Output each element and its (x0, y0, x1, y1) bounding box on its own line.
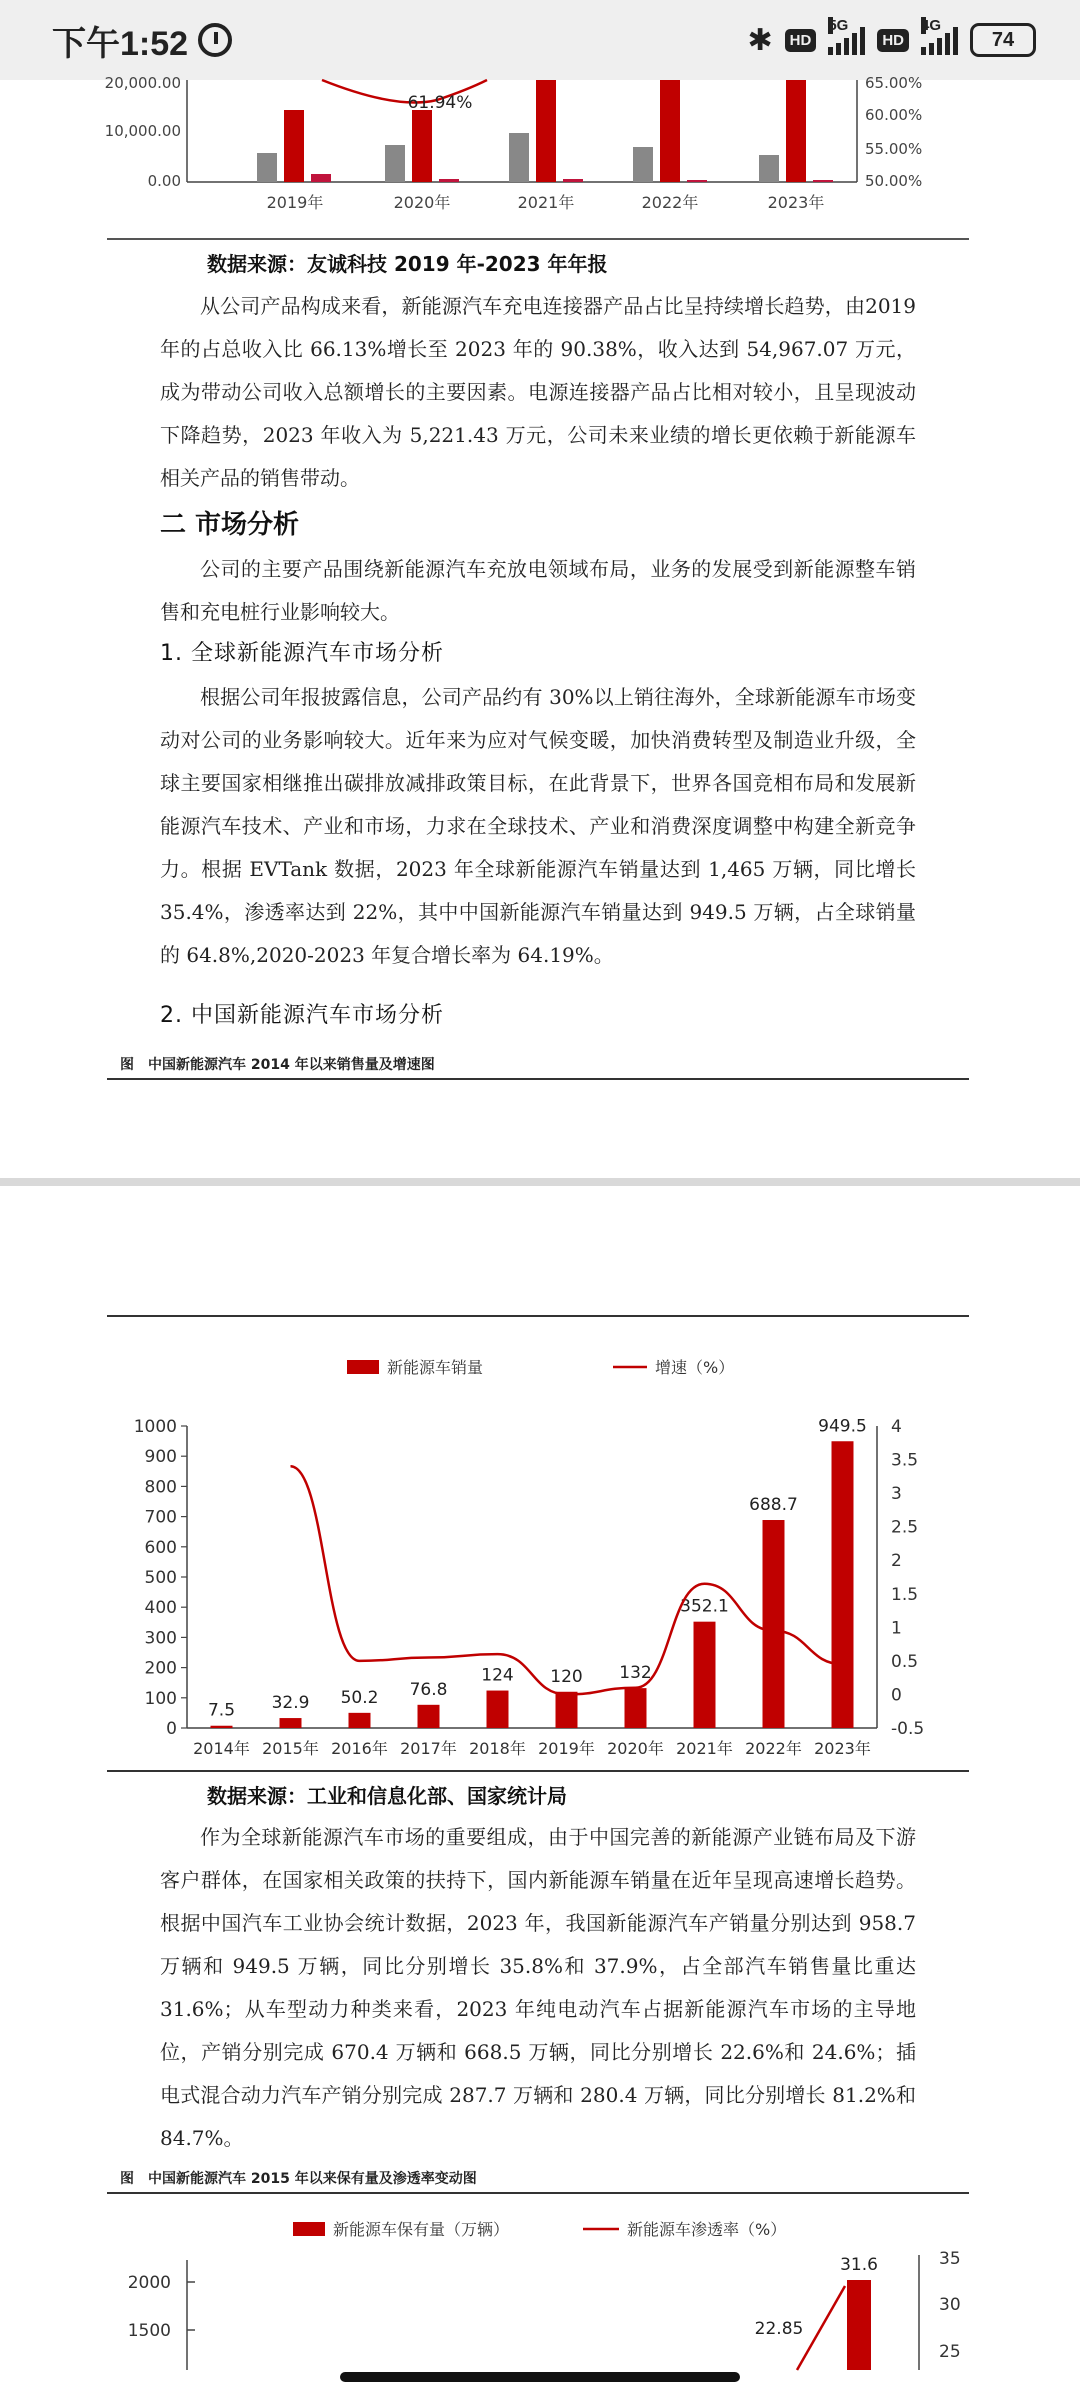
y-tick: 1500 (127, 2321, 171, 2341)
page-gap (0, 1178, 1080, 1186)
legend-label: 增速（%） (655, 1358, 735, 1377)
bar-grey (257, 153, 277, 182)
sales-bar (487, 1691, 509, 1728)
y2-tick: 35 (939, 2249, 961, 2269)
data-label: 949.5 (818, 1416, 867, 1437)
y-tick: 600 (144, 1537, 177, 1558)
sales-bar (694, 1622, 716, 1728)
bar-red (786, 80, 806, 182)
legend-bar-swatch (293, 2222, 325, 2236)
y-tick: 700 (144, 1507, 177, 1528)
bar-pink (311, 174, 331, 182)
y-tick: 0.00 (147, 172, 181, 190)
y2-tick: 2.5 (891, 1517, 919, 1538)
y-tick: 0 (166, 1719, 177, 1739)
divider (107, 2192, 969, 2194)
data-label: 124 (481, 1665, 514, 1686)
bar-red (284, 110, 304, 182)
ownership-bar (847, 2280, 871, 2370)
divider (107, 1770, 969, 1772)
paragraph: 公司的主要产品围绕新能源汽车充放电领域布局，业务的发展受到新能源整车销售和充电桩行业影响较大。 (160, 557, 916, 624)
x-tick: 2022年 (745, 1739, 802, 1758)
bar-grey (509, 133, 529, 182)
chart-revenue-partial (104, 74, 969, 220)
legend-label: 新能源车销量 (387, 1358, 484, 1377)
status-bar (0, 0, 1080, 80)
battery-icon: 74 (970, 23, 1036, 57)
data-label: 31.6 (840, 2255, 878, 2275)
x-tick: 2014年 (193, 1739, 250, 1758)
y-tick: 20,000.00 (104, 74, 181, 92)
data-label: 50.2 (340, 1687, 379, 1708)
x-tick: 2015年 (262, 1739, 319, 1758)
data-label: 688.7 (749, 1495, 798, 1516)
y2-tick: 55.00% (865, 140, 923, 158)
bluetooth-icon: ✱ (747, 22, 773, 58)
y2-tick: 30 (939, 2295, 961, 2315)
x-tick: 2018年 (469, 1739, 526, 1758)
network-label: 5G (828, 17, 849, 34)
bar-red (536, 80, 556, 182)
x-tick: 2019年 (538, 1739, 595, 1758)
y-tick: 800 (144, 1477, 177, 1498)
x-tick: 2020年 (393, 193, 451, 212)
y2-tick: -0.5 (891, 1719, 925, 1739)
figure-caption: 图 中国新能源汽车 2014 年以来销售量及增速图 (120, 1057, 435, 1073)
data-source: 数据来源：友诚科技 2019 年-2023 年年报 (207, 252, 608, 276)
bar-grey (759, 155, 779, 182)
data-source: 数据来源：工业和信息化部、国家统计局 (207, 1784, 567, 1808)
sales-bar (763, 1520, 785, 1728)
sales-bar (418, 1705, 440, 1728)
bar-pink (563, 179, 583, 182)
y2-tick: 0.5 (891, 1651, 919, 1672)
x-tick: 2023年 (814, 1739, 871, 1758)
bar-grey (385, 145, 405, 182)
document-page-1[interactable] (0, 74, 1080, 1178)
data-label: 76.8 (409, 1679, 448, 1700)
y-tick: 200 (144, 1658, 177, 1679)
paragraph: 作为全球新能源汽车市场的重要组成，由于中国完善的新能源产业链布局及下游客户群体，在国家相关政策的扶持下，国内新能源车销量在近年呈现高速增长趋势。根据中国汽车工业协会统计数据，2023 年，我国新能源汽车产销量分别达到 958.7 万辆和 949.5 万辆，同比分别增长 35.8%和 37.9%，占全部汽车销售量比重达 31.6%；从车型动力种类来看，2023 年纯电动汽车占据新能源汽车市场的主导地位，产销分别完成 670.4 万辆和 668.5 万辆，同比分别增长 22.6%和 24.6%；插电式混合动力汽车产销分别完成 287.7 万辆和 280.4 万辆，同比分别增长 81.2%和 84.7%。 (160, 1825, 916, 2150)
sales-bar (556, 1692, 578, 1728)
divider (107, 1315, 969, 1317)
y2-tick: 60.00% (865, 106, 923, 124)
status-time: 下午1:52 (52, 24, 189, 63)
sales-bar (211, 1726, 233, 1728)
data-label: 7.5 (207, 1700, 236, 1721)
bar-grey (633, 147, 653, 182)
y-tick: 2000 (127, 2273, 171, 2293)
y-tick: 10,000.00 (104, 122, 181, 140)
x-tick: 2017年 (400, 1739, 457, 1758)
data-label: 132 (619, 1663, 652, 1684)
network-label-2: 4G (921, 17, 942, 34)
alarm-icon (198, 23, 232, 57)
y2-tick: 65.00% (865, 74, 923, 92)
y2-tick: 3 (891, 1484, 902, 1505)
data-label: 22.85 (754, 2319, 804, 2339)
hd-badge: HD (785, 29, 817, 52)
hd-badge-2: HD (877, 29, 909, 52)
y2-tick: 0 (891, 1685, 902, 1706)
divider (107, 238, 969, 240)
section-heading: 二 市场分析 (160, 510, 300, 540)
chart-ev-sales (107, 1326, 969, 1758)
y2-tick: 50.00% (865, 172, 923, 190)
x-tick: 2021年 (676, 1739, 733, 1758)
bar-pink (813, 180, 833, 182)
legend-label: 新能源车保有量（万辆） (333, 2220, 510, 2239)
paragraph: 根据公司年报披露信息，公司产品约有 30%以上销往海外，全球新能源车市场变动对公司的业务影响较大。近年来为应对气候变暖，加快消费转型及制造业升级，全球主要国家相继推出碳排放减排政策目标，在此背景下，世界各国竞相布局和发展新能源汽车技术、产业和市场，力求在全球技术、产业和消费深度调整中构建全新竞争力。根据 EVTank 数据，2023 年全球新能源汽车销量达到 1,465 万辆，同比增长 35.4%，渗透率达到 22%，其中中国新能源汽车销量达到 949.5 万辆，占全球销量的 64.8%,2020-2023 年复合增长率为 64.19%。 (160, 685, 916, 967)
bar-red (660, 80, 680, 182)
figure-caption: 图 中国新能源汽车 2015 年以来保有量及渗透率变动图 (120, 2171, 477, 2187)
x-tick: 2019年 (266, 193, 324, 212)
x-tick: 2020年 (607, 1739, 664, 1758)
sales-bar (625, 1688, 647, 1728)
x-tick: 2023年 (767, 193, 825, 212)
y-tick: 1000 (133, 1417, 177, 1437)
sales-bar (280, 1718, 302, 1728)
y-tick: 500 (144, 1568, 177, 1588)
penetration-line (797, 2286, 845, 2370)
divider (107, 1078, 969, 1080)
signal-icon-2 (921, 17, 958, 55)
chart-ev-ownership (107, 2200, 969, 2370)
legend-bar-swatch (347, 1360, 379, 1374)
document-page-2[interactable] (0, 1186, 1080, 2400)
bar-pink (439, 179, 459, 182)
y2-tick: 1.5 (891, 1584, 919, 1605)
data-label: 120 (550, 1666, 583, 1687)
x-tick: 2016年 (331, 1739, 388, 1758)
y-tick: 100 (144, 1688, 177, 1709)
y2-tick: 4 (891, 1417, 902, 1437)
x-tick: 2022年 (641, 193, 699, 212)
y2-tick: 3.5 (891, 1450, 919, 1471)
y-tick: 300 (144, 1628, 177, 1649)
y2-tick: 1 (891, 1618, 902, 1639)
sales-bar (832, 1441, 854, 1728)
signal-icon (828, 17, 865, 55)
x-tick: 2021年 (517, 193, 575, 212)
y2-tick: 2 (891, 1551, 902, 1572)
data-label: 352.1 (680, 1596, 729, 1617)
subsection-heading: 1. 全球新能源汽车市场分析 (160, 641, 444, 666)
subsection-heading: 2. 中国新能源汽车市场分析 (160, 1003, 444, 1028)
home-indicator[interactable] (340, 2372, 740, 2382)
legend-label: 新能源车渗透率（%） (627, 2220, 787, 2239)
annotation-label: 61.94% (407, 93, 473, 113)
data-label: 32.9 (271, 1693, 310, 1714)
sales-bar (349, 1713, 371, 1728)
bar-red (412, 110, 432, 182)
y-tick: 400 (144, 1598, 177, 1619)
y-tick: 900 (144, 1447, 177, 1468)
y2-tick: 25 (939, 2342, 961, 2362)
bar-pink (687, 180, 707, 182)
paragraph: 从公司产品构成来看，新能源汽车充电连接器产品占比呈持续增长趋势，由2019 年的占总收入比 66.13%增长至 2023 年的 90.38%，收入达到 54,967.07 万元，成为带动公司收入总额增长的主要因素。电源连接器产品占比相对较小，且呈现波动下降趋势，2023 年收入为 5,221.43 万元，公司未来业绩的增长更依赖于新能源车相关产品的销售带动。 (160, 294, 916, 490)
